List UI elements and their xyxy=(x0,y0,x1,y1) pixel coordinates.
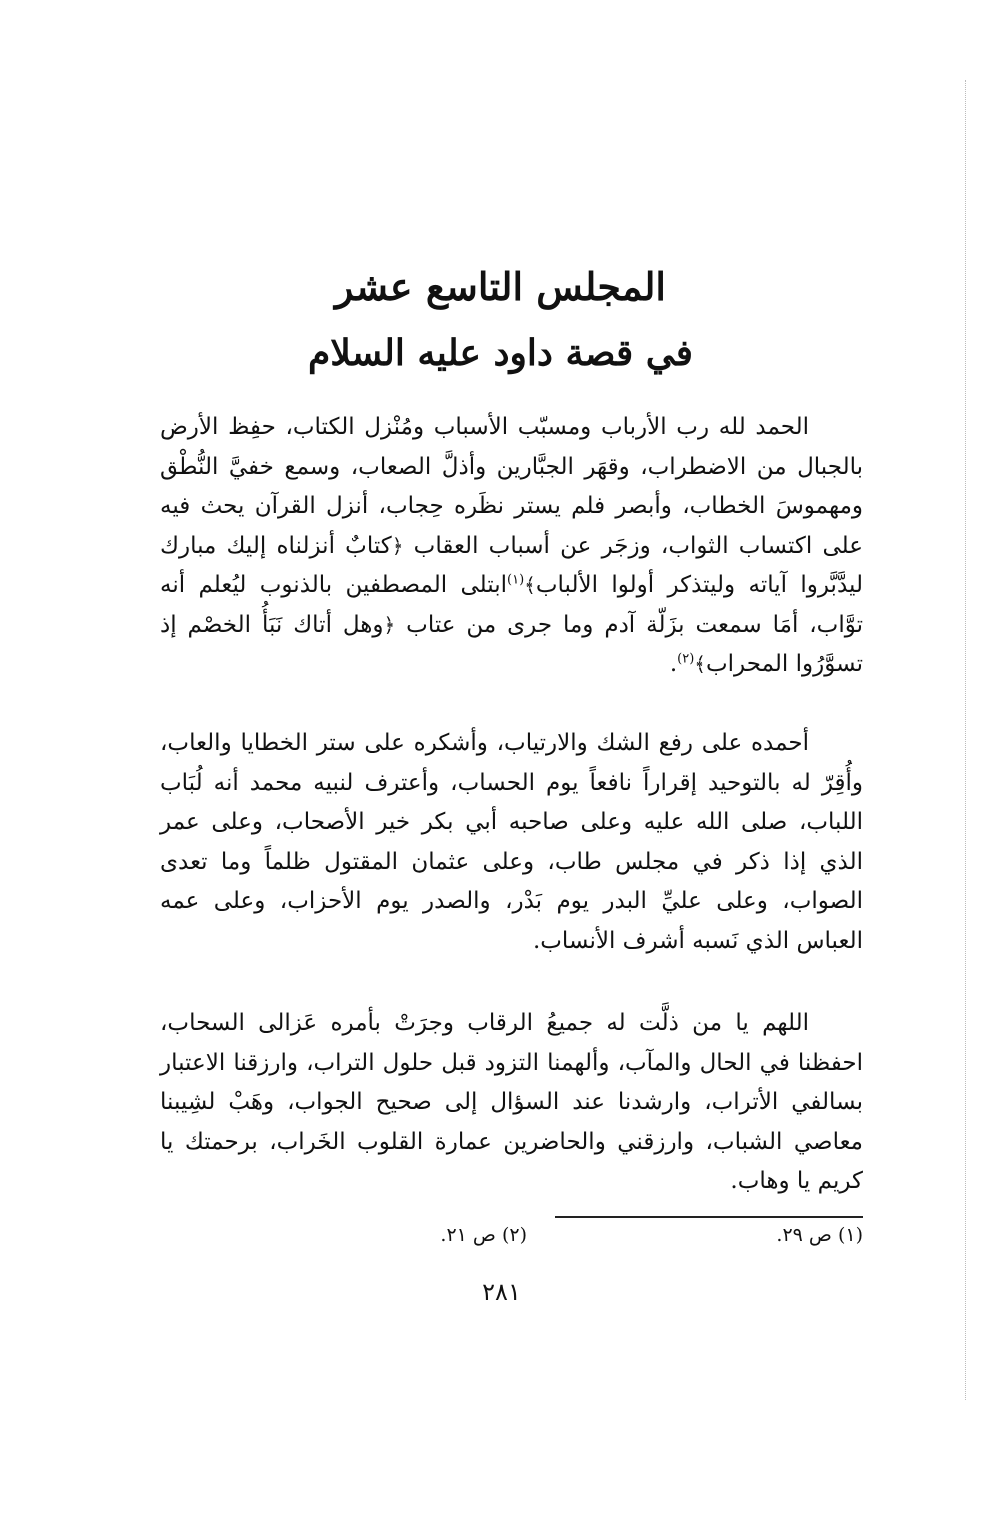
paragraph-1-text-middle: ابتلى المصطفين بالذنوب ليُعلم أنه توَّاب، أمَا سمعت بزَلّة آدم وما جرى من عتاب xyxy=(160,572,863,638)
paragraph-1 xyxy=(160,408,863,685)
paragraph-2: أحمده على رفع الشك والارتياب، وأشكره على ستر الخطايا والعاب، وأُقِرّ له بالتوحيد إقراراً نافعاً يوم الحساب، وأعترف لنبيه محمد أنه لُبَاب اللباب، صلى الله عليه وعلى صاحبه أبي بكر خير الأصحاب، وعلى عمر الذي إذا ذكر في مجلس طاب، وعلى عثمان المقتول ظلماً وما تعدى الصواب، وعلى عليِّ البدر يوم بَدْر، والصدر يوم الأحزاب، وعلى عمه العباس الذي نَسبه أشرف الأنساب. xyxy=(160,730,863,954)
footnote-2: (٢) ص ٢١. xyxy=(440,1224,527,1246)
paragraph-1-text-start: الحمد لله رب الأرباب ومسبّب الأسباب ومُنْزل الكتاب، حفِظ الأرض بالجبال من الاضطراب، وقهَر الجبَّارين وأذلَّ الصعاب، وسمع خفيَّ النُّطْق ومهموسَ الخطاب، وأبصر فلم يستر نظَره حِجاب، أنزل القرآن يحث فيه على اكتساب الثواب، وزجَر عن أسباب العقاب xyxy=(160,414,863,559)
footnote-ref-2[interactable]: (٢) xyxy=(677,651,695,667)
ayah-close-bracket: ﴾ xyxy=(524,573,536,597)
chapter-subtitle: في قصة داود عليه السلام xyxy=(308,332,693,374)
paragraph-3: اللهم يا من ذلَّت له جميعُ الرقاب وجرَتْ بأمره عَزالى السحاب، احفظنا في الحال والمآب، وألهمنا التزود قبل حلول التراب، وارزقنا الاعتبار بسالفي الأتراب، وارشدنا عند السؤال إلى صحيح الجواب، وهَبْ لشِيبنا معاصي الشباب، وارزقني والحاضرين عمارة القلوب الخَراب، برحمتك يا كريم يا وهاب. xyxy=(160,1010,863,1194)
ayah-open-bracket: ﴿ xyxy=(383,612,396,637)
quran-verse-2: وهل أتاك نَبَأُ الخصْم إذ تسوَّرُوا المحراب xyxy=(160,611,863,677)
footnote-separator xyxy=(555,1216,863,1218)
page-number: ٢٨١ xyxy=(482,1278,521,1306)
footnote-ref-1[interactable]: (١) xyxy=(507,572,525,588)
ayah-close-bracket: ﴾ xyxy=(694,652,706,676)
quran-verse-1: كتابٌ أنزلناه إليك مبارك ليدَّبَّروا آياته وليتذكر أولوا الألباب xyxy=(160,532,863,598)
paragraph-1-text-end: . xyxy=(669,651,678,677)
chapter-title: المجلس التاسع عشر xyxy=(335,264,666,309)
ayah-open-bracket: ﴿ xyxy=(391,533,404,558)
footnote-1: (١) ص ٢٩. xyxy=(776,1224,863,1246)
